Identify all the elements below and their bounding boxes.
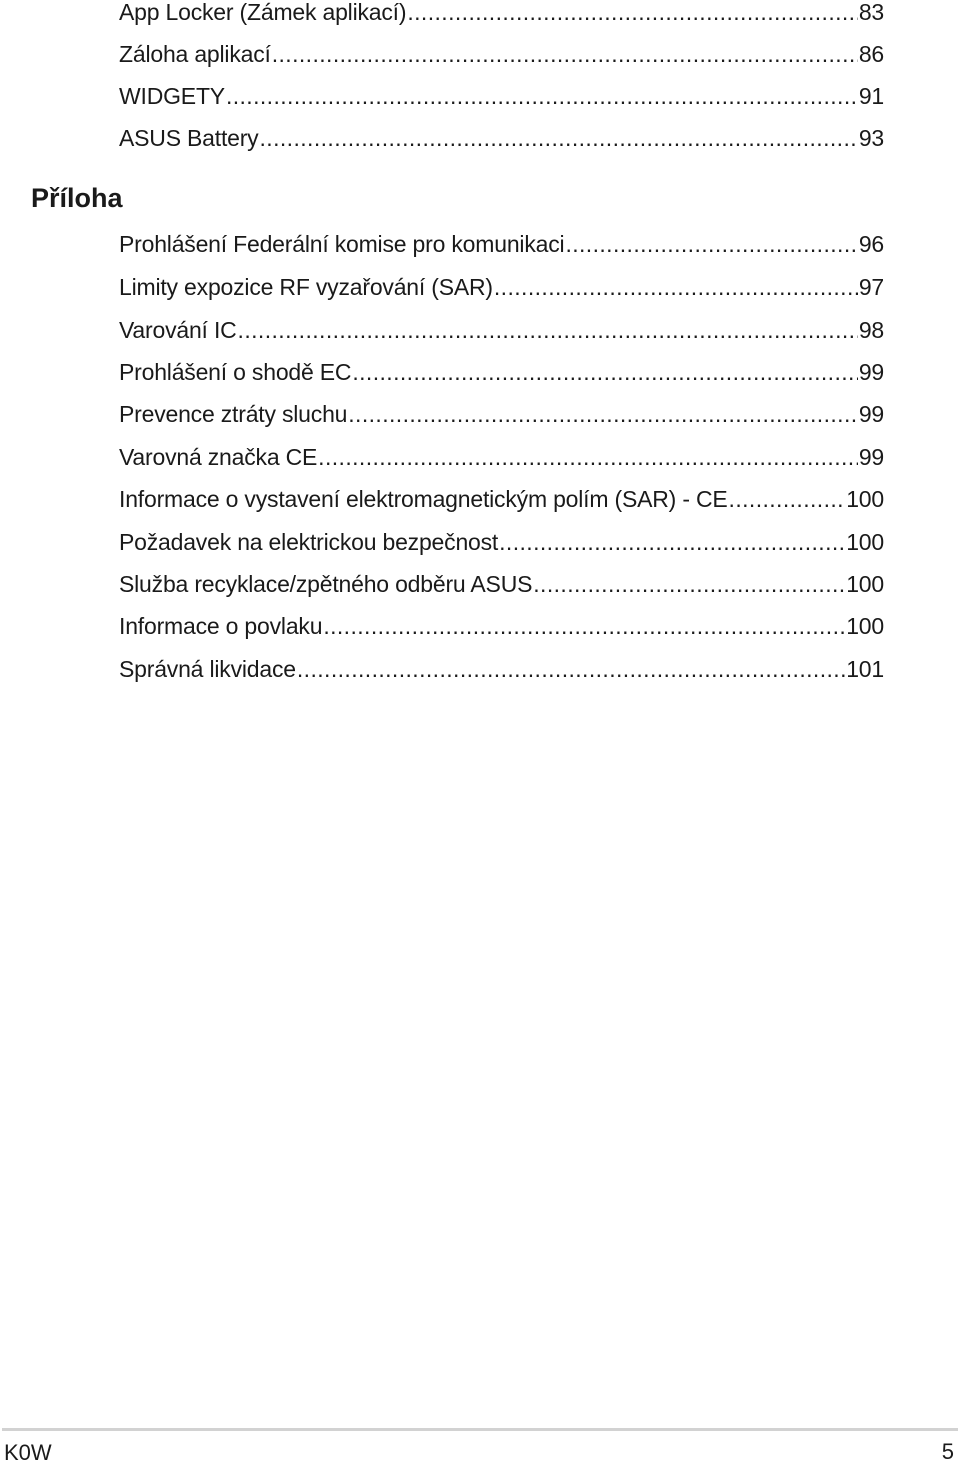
toc-entry-title: App Locker (Zámek aplikací) bbox=[119, 0, 407, 25]
toc-entry-title: Informace o vystavení elektromagnetickým polím (SAR) - CE bbox=[119, 486, 728, 512]
toc-entry-page: 86 bbox=[858, 41, 884, 67]
dot-leader bbox=[352, 356, 857, 388]
dot-leader bbox=[272, 38, 858, 70]
toc-entry-page: 91 bbox=[858, 83, 884, 109]
toc-entry[interactable] bbox=[119, 271, 884, 303]
dot-leader bbox=[499, 526, 845, 558]
section-heading: Příloha bbox=[31, 183, 123, 213]
dot-leader bbox=[729, 483, 846, 515]
toc-entry-title: Varování IC bbox=[119, 317, 237, 343]
toc-entry[interactable] bbox=[119, 483, 884, 515]
toc-entry-page: 99 bbox=[858, 401, 884, 427]
dot-leader bbox=[348, 398, 858, 430]
dot-leader bbox=[407, 0, 857, 28]
toc-entry[interactable] bbox=[119, 0, 884, 28]
toc-entry-title: Správná likvidace bbox=[119, 656, 296, 682]
toc-entry-page: 99 bbox=[858, 359, 884, 385]
toc-entry-title: Požadavek na elektrickou bezpečnost bbox=[119, 529, 499, 555]
toc-entry-title: Limity expozice RF vyzařování (SAR) bbox=[119, 274, 493, 300]
dot-leader bbox=[318, 441, 858, 473]
toc-entry-page: 100 bbox=[846, 486, 884, 512]
footer-divider bbox=[2, 1428, 958, 1431]
toc-entry-title: Informace o povlaku bbox=[119, 613, 323, 639]
dot-leader bbox=[226, 80, 858, 112]
toc-entry-title: ASUS Battery bbox=[119, 125, 259, 151]
toc-entry-title: Prohlášení Federální komise pro komunikaci bbox=[119, 231, 565, 257]
toc-entry[interactable] bbox=[119, 122, 884, 154]
toc-entry-title: Varovná značka CE bbox=[119, 444, 318, 470]
dot-leader bbox=[297, 653, 845, 685]
toc-entry[interactable] bbox=[119, 38, 884, 70]
toc-entry[interactable] bbox=[119, 441, 884, 473]
dot-leader bbox=[260, 122, 858, 154]
toc-entry-page: 99 bbox=[858, 444, 884, 470]
toc-entry-title: Služba recyklace/zpětného odběru ASUS bbox=[119, 571, 533, 597]
toc-entry-title: Prohlášení o shodě EC bbox=[119, 359, 352, 385]
toc-entry-page: 100 bbox=[846, 529, 884, 555]
footer-model-name: K0W bbox=[4, 1440, 52, 1465]
toc-entry[interactable] bbox=[119, 526, 884, 558]
footer-page-number: 5 bbox=[941, 1439, 954, 1464]
toc-entry[interactable] bbox=[119, 398, 884, 430]
toc-entry-title: Záloha aplikací bbox=[119, 41, 271, 67]
dot-leader bbox=[323, 610, 845, 642]
dot-leader bbox=[494, 271, 858, 303]
toc-entry-title: WIDGETY bbox=[119, 83, 225, 109]
toc-entry-page: 97 bbox=[858, 274, 884, 300]
toc-entry[interactable] bbox=[119, 610, 884, 642]
toc-entry[interactable] bbox=[119, 80, 884, 112]
dot-leader bbox=[533, 568, 845, 600]
dot-leader bbox=[565, 228, 857, 260]
toc-entry[interactable] bbox=[119, 314, 884, 346]
toc-entry[interactable] bbox=[119, 228, 884, 260]
toc-entry[interactable] bbox=[119, 653, 884, 685]
toc-entry-page: 100 bbox=[846, 613, 884, 639]
toc-entry-page: 100 bbox=[846, 571, 884, 597]
toc-entry-page: 83 bbox=[858, 0, 884, 25]
toc-entry[interactable] bbox=[119, 356, 884, 388]
toc-entry-page: 93 bbox=[858, 125, 884, 151]
toc-entry[interactable] bbox=[119, 568, 884, 600]
dot-leader bbox=[238, 314, 858, 346]
toc-entry-page: 98 bbox=[858, 317, 884, 343]
toc-entry-page: 96 bbox=[858, 231, 884, 257]
toc-entry-page: 101 bbox=[846, 656, 884, 682]
toc-entry-title: Prevence ztráty sluchu bbox=[119, 401, 348, 427]
